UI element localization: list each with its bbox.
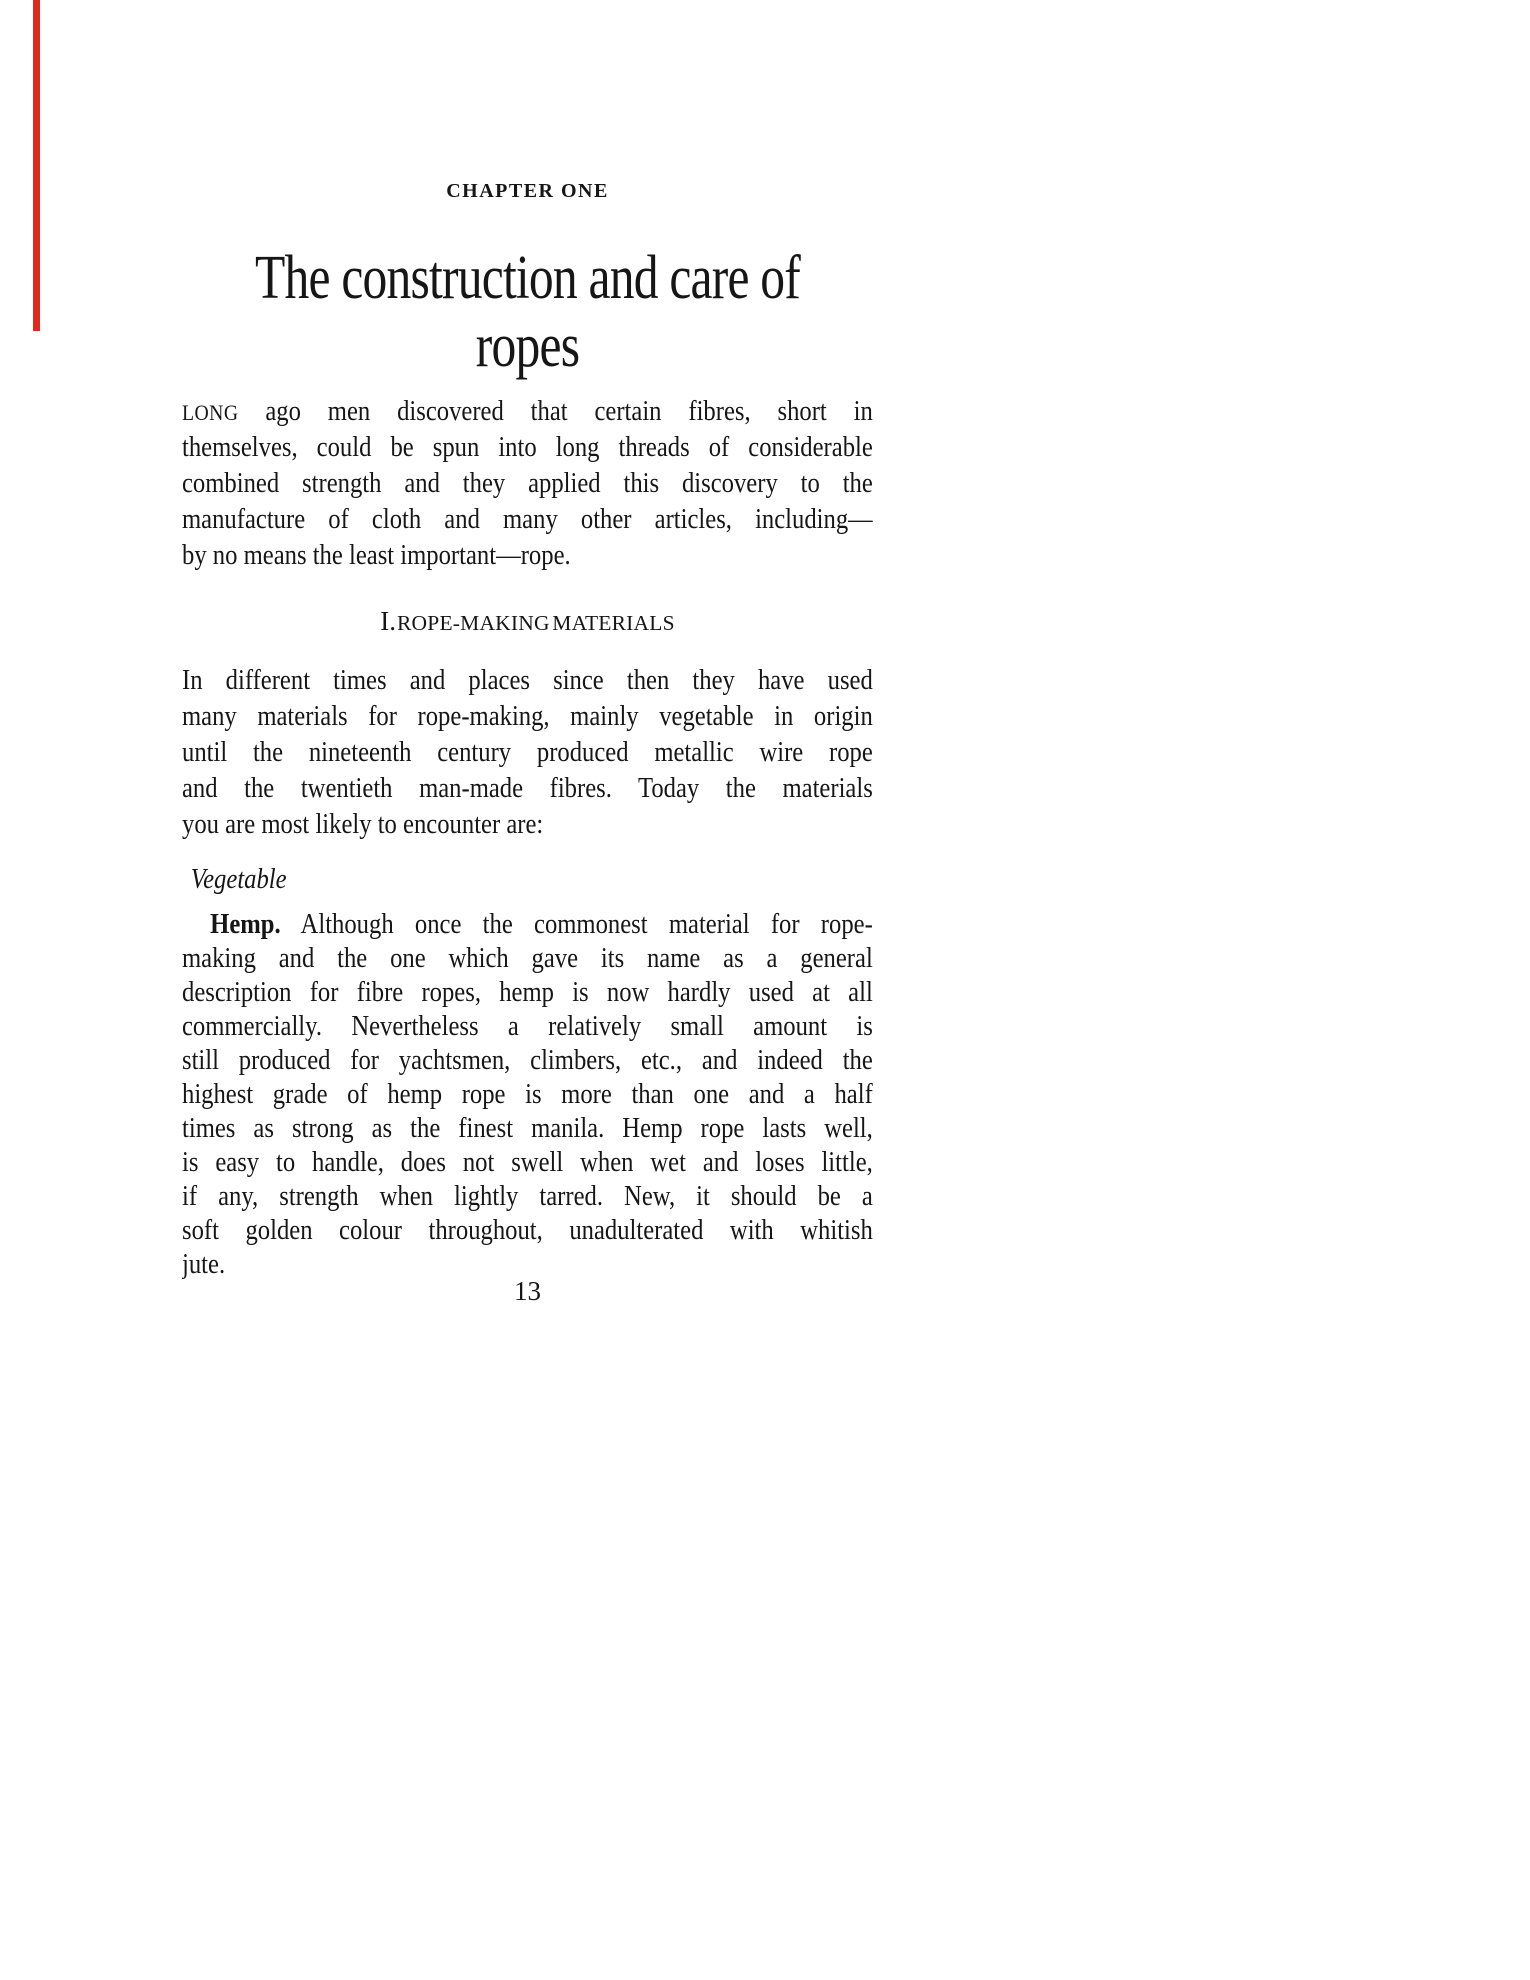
section-heading-text: ROPE-MAKING MATERIALS — [397, 611, 675, 635]
smallcaps-lead: LONG — [182, 400, 239, 425]
chapter-title — [251, 244, 804, 380]
body-line — [182, 908, 873, 942]
body-line: you are most likely to encounter are: — [182, 809, 544, 840]
body-line: soft golden colour throughout, unadulterated with whitish — [182, 1215, 873, 1246]
body-line: manufacture of cloth and many other articles, including— — [182, 504, 873, 535]
body-line — [182, 394, 873, 430]
chapter-title-line1: The construction and care of — [255, 244, 800, 312]
body-line: still produced for yachtsmen, climbers, etc., and indeed the — [182, 1045, 873, 1076]
chapter-title-line2: ropes — [475, 312, 580, 380]
body-line: In different times and places since then they have used — [182, 665, 873, 696]
bold-lead: Hemp. — [210, 909, 281, 940]
body-line: commercially. Nevertheless a relatively small amount is — [182, 1011, 873, 1042]
paragraph-materials — [182, 663, 873, 843]
body-line: is easy to handle, does not swell when wet and loses little, — [182, 1147, 873, 1178]
paragraph-intro — [182, 394, 873, 574]
paragraph-hemp — [182, 908, 873, 1282]
body-line: making and the one which gave its name as a general — [182, 943, 873, 974]
section-heading — [182, 606, 873, 637]
body-line: if any, strength when lightly tarred. New, it should be a — [182, 1181, 873, 1212]
body-line: jute. — [182, 1249, 226, 1280]
body-line: themselves, could be spun into long threads of considerable — [182, 432, 873, 463]
body-line-text: ago men discovered that certain fibres, short in — [265, 396, 873, 427]
body-line: description for fibre ropes, hemp is now hardly used at all — [182, 977, 873, 1008]
body-line: by no means the least important—rope. — [182, 540, 571, 571]
body-line: many materials for rope-making, mainly vegetable in origin — [182, 701, 873, 732]
chapter-heading: CHAPTER ONE — [446, 180, 609, 202]
section-numeral: I. — [380, 606, 397, 636]
body-line: highest grade of hemp rope is more than one and a half — [182, 1079, 873, 1110]
body-line: until the nineteenth century produced metallic wire rope — [182, 737, 873, 768]
page-number: 13 — [514, 1276, 541, 1306]
body-line-text: Although once the commonest material for rope- — [300, 909, 873, 940]
subsection-label: Vegetable — [190, 864, 287, 895]
body-line: times as strong as the finest manila. Hemp rope lasts well, — [182, 1113, 873, 1144]
red-pen-mark — [33, 0, 40, 331]
body-line: combined strength and they applied this discovery to the — [182, 468, 873, 499]
body-line: and the twentieth man-made fibres. Today the materials — [182, 773, 873, 804]
